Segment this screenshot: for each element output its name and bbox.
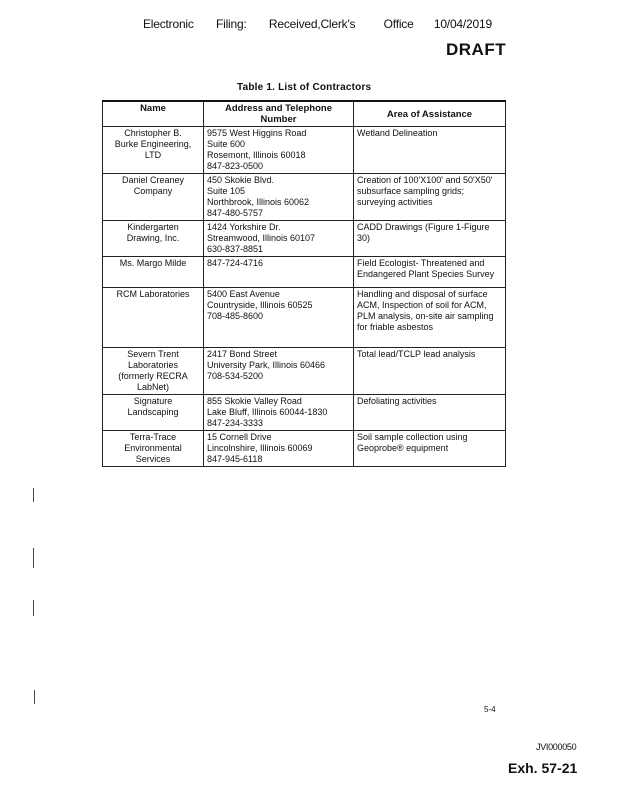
contractor-address-cell xyxy=(204,174,354,221)
contractor-name-cell xyxy=(103,431,204,467)
contractor-address-line: 847-823-0500 xyxy=(207,161,264,171)
contractor-area-line: Soil sample collection using Geoprobe® equipment xyxy=(357,432,468,453)
filing-header xyxy=(143,17,492,31)
contractor-area-line: Handling and disposal of surface ACM, Inspection of soil for ACM, PLM analysis, on-site air sampling for friable asbestos xyxy=(357,289,494,332)
contractor-name-cell xyxy=(103,395,204,431)
contractor-name-cell xyxy=(103,288,204,348)
contractor-address-line: Suite 600 xyxy=(207,139,246,149)
contractor-area-cell xyxy=(354,431,506,467)
contractor-address-cell xyxy=(204,395,354,431)
contractor-name-line: Services xyxy=(135,454,171,464)
contractor-name-cell xyxy=(103,221,204,257)
contractor-name-line: Christopher B. xyxy=(124,128,182,138)
contractor-name-cell xyxy=(103,127,204,174)
table-row xyxy=(103,431,506,467)
table-body xyxy=(103,127,506,467)
contractors-table xyxy=(102,100,506,467)
scan-mark xyxy=(33,488,34,502)
contractor-name-line: Landscaping xyxy=(127,407,179,417)
contractor-address-line: 708-485-8600 xyxy=(207,311,264,321)
table-row xyxy=(103,395,506,431)
scan-mark xyxy=(33,600,34,616)
contractor-name-line: Laboratories xyxy=(127,360,179,370)
column-header-name: Name xyxy=(103,101,204,127)
contractor-address-line: Rosemont, Illinois 60018 xyxy=(207,150,306,160)
contractor-address-line: Suite 105 xyxy=(207,186,246,196)
contractor-address-line: 450 Skokie Blvd. xyxy=(207,175,275,185)
contractor-area-line: CADD Drawings (Figure 1-Figure 30) xyxy=(357,222,490,243)
contractor-address-cell xyxy=(204,257,354,288)
contractor-address-line: 2417 Bond Street xyxy=(207,349,278,359)
contractor-address-line: 855 Skokie Valley Road xyxy=(207,396,302,406)
contractor-address-cell xyxy=(204,348,354,395)
contractor-name-line: LabNet) xyxy=(136,382,170,392)
contractor-name-line: Severn Trent xyxy=(127,349,179,359)
contractor-address-line: 708-534-5200 xyxy=(207,371,264,381)
contractor-address-line: 847-724-4716 xyxy=(207,258,264,268)
contractor-name-line: Terra-Trace xyxy=(129,432,177,442)
contractor-address-line: 15 Cornell Drive xyxy=(207,432,272,442)
contractor-address-line: Streamwood, Illinois 60107 xyxy=(207,233,316,243)
contractor-address-cell xyxy=(204,288,354,348)
contractor-address-line: 9575 West Higgins Road xyxy=(207,128,307,138)
filing-header-date: 10/04/2019 xyxy=(433,17,492,31)
contractor-area-cell xyxy=(354,348,506,395)
contractor-name-line: (formerly RECRA xyxy=(118,371,188,381)
table-row xyxy=(103,257,506,288)
contractor-address-line: Lincolnshire, Illinois 60069 xyxy=(207,443,313,453)
contractor-area-cell xyxy=(354,221,506,257)
table-header-row xyxy=(103,101,506,127)
contractor-area-cell xyxy=(354,257,506,288)
filing-header-electronic: Electronic xyxy=(143,17,194,31)
contractor-name-line: Burke Engineering, xyxy=(114,139,192,149)
contractor-address-line: 847-480-5757 xyxy=(207,208,264,218)
table-row xyxy=(103,127,506,174)
contractor-name-line: Environmental xyxy=(124,443,182,453)
contractor-name-cell xyxy=(103,174,204,221)
contractor-name-line: Drawing, Inc. xyxy=(126,233,180,243)
scan-mark xyxy=(34,690,35,704)
contractor-area-cell xyxy=(354,288,506,348)
contractor-area-line: Defoliating activities xyxy=(357,396,437,406)
contractor-name-line: Ms. Margo Milde xyxy=(119,258,187,268)
contractor-address-line: 5400 East Avenue xyxy=(207,289,280,299)
contractor-area-cell xyxy=(354,127,506,174)
contractor-area-line: Total lead/TCLP lead analysis xyxy=(357,349,476,359)
contractor-name-line: Signature xyxy=(133,396,173,406)
column-header-address: Address and Telephone Number xyxy=(204,101,354,127)
contractor-name-line: Company xyxy=(133,186,173,196)
contractor-address-line: 847-234-3333 xyxy=(207,418,264,428)
contractor-address-cell xyxy=(204,127,354,174)
table-row xyxy=(103,288,506,348)
contractor-name-cell xyxy=(103,257,204,288)
scan-mark xyxy=(33,548,34,568)
exhibit-label: Exh. 57-21 xyxy=(508,760,578,776)
bates-number: JVI000050 xyxy=(536,742,577,752)
contractor-name-line: RCM Laboratories xyxy=(116,289,190,299)
contractor-area-line: Creation of 100'X100' and 50'X50' subsurface sampling grids; surveying activities xyxy=(357,175,493,207)
contractor-address-line: 847-945-6118 xyxy=(207,454,263,464)
table-row xyxy=(103,174,506,221)
draft-stamp: DRAFT xyxy=(446,40,507,59)
page-number: 5-4 xyxy=(484,705,496,714)
contractor-address-line: 1424 Yorkshire Dr. xyxy=(207,222,281,232)
contractor-address-cell xyxy=(204,221,354,257)
table-row xyxy=(103,348,506,395)
contractor-address-line: 630-837-8851 xyxy=(207,244,264,254)
contractor-address-cell xyxy=(204,431,354,467)
contractor-address-line: Lake Bluff, Illinois 60044-1830 xyxy=(207,407,328,417)
column-header-area: Area of Assistance xyxy=(354,101,506,127)
contractor-name-line: Daniel Creaney xyxy=(121,175,185,185)
table-title: Table 1. List of Contractors xyxy=(237,82,372,93)
contractor-area-cell xyxy=(354,395,506,431)
contractor-name-cell xyxy=(103,348,204,395)
contractor-name-line: LTD xyxy=(144,150,162,160)
filing-header-received: Received,Clerk's xyxy=(268,17,356,31)
contractor-address-line: Northbrook, Illinois 60062 xyxy=(207,197,310,207)
contractor-area-line: Field Ecologist- Threatened and Endangered Plant Species Survey xyxy=(357,258,495,279)
filing-header-filing: Filing: xyxy=(215,17,247,31)
contractor-area-line: Wetland Delineation xyxy=(357,128,438,138)
contractor-area-cell xyxy=(354,174,506,221)
contractor-address-line: Countryside, Illinois 60525 xyxy=(207,300,313,310)
contractor-name-line: Kindergarten xyxy=(127,222,179,232)
table-row xyxy=(103,221,506,257)
contractor-address-line: University Park, Illinois 60466 xyxy=(207,360,326,370)
filing-header-office: Office xyxy=(383,17,414,31)
